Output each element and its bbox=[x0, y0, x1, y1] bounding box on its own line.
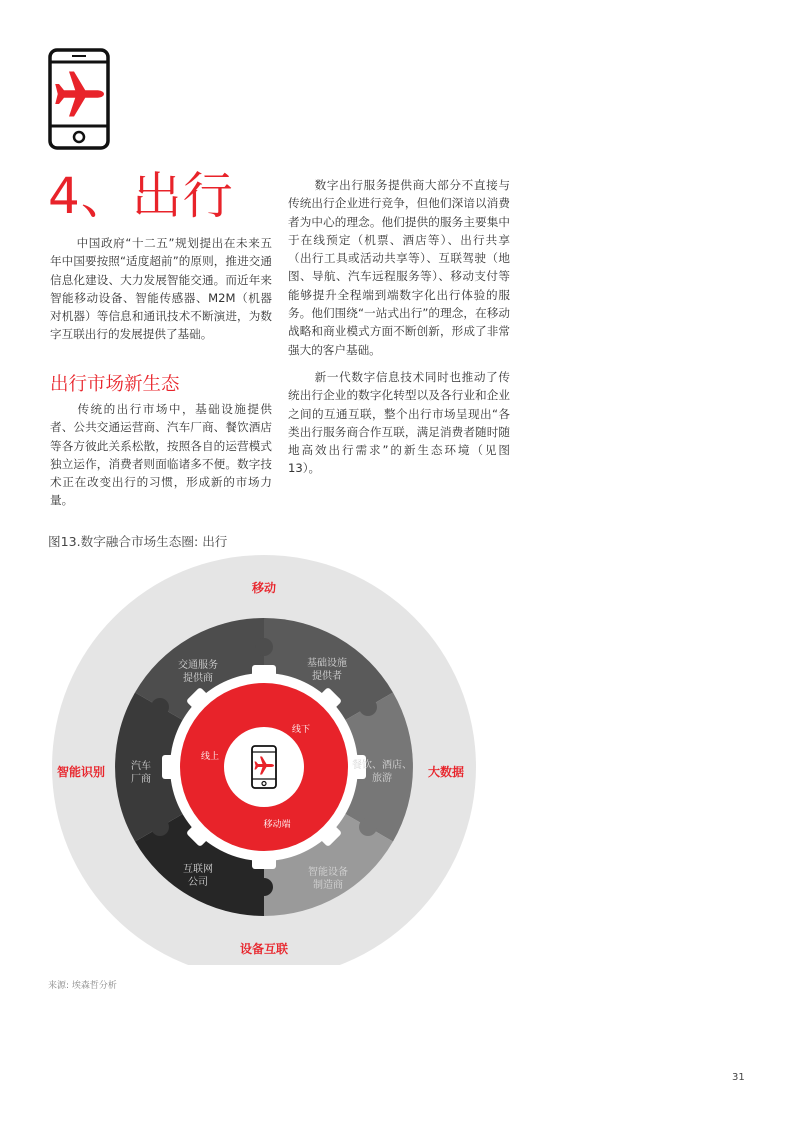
intro-paragraph: 中国政府“十二五”规划提出在未来五年中国要按照“适度超前”的原则，推进交通信息化建设、大力发展智能交通。而近年来智能移动设备、智能传感器、M2M（机器对机器）等信息和通讯技术不断演进，为数字互联出行的发展提供了基础。 bbox=[50, 236, 272, 342]
new-ecosystem-paragraph: 新一代数字信息技术同时也推动了传统出行企业的数字化转型以及各行业和企业之间的互通互联，整个出行市场呈现出“各类出行服务商合作互联，满足消费者随时随地高效出行需求”的新生态环境（见图13）。 bbox=[288, 370, 510, 476]
segment-label: 制造商 bbox=[313, 880, 343, 891]
outer-label-device-connect: 设备互联 bbox=[239, 942, 289, 956]
digital-service-paragraph: 数字出行服务提供商大部分不直接与传统出行企业进行竞争，但他们深谙以消费者为中心的理念。他们提供的服务主要集中于在线预定（机票、酒店等）、出行共享（出行工具或活动共享等）、互联驾驶（地图、导航、汽车远程服务等）、移动支付等能够提升全程端到端数字化出行体验的服务。他们围绕“一站式出行”的理念，在移动战略和商业模式方面不断创新，形成了非常强大的客户基础。 bbox=[288, 178, 510, 357]
segment-label: 基础设施 bbox=[307, 658, 347, 669]
segment-label: 餐饮、酒店、 bbox=[352, 760, 412, 771]
segment-label: 提供者 bbox=[312, 671, 342, 682]
segment-label: 提供商 bbox=[183, 673, 213, 684]
outer-label-mobile: 移动 bbox=[251, 581, 277, 595]
segment-label: 旅游 bbox=[372, 773, 392, 784]
segment-label: 智能设备 bbox=[308, 867, 348, 878]
section-subtitle: 出行市场新生态 bbox=[50, 374, 180, 395]
segment-label: 互联网 bbox=[183, 864, 213, 875]
segment-label: 交通服务 bbox=[178, 660, 218, 671]
ecosystem-diagram bbox=[48, 555, 488, 965]
outer-label-smart-recognition: 智能识别 bbox=[56, 765, 106, 779]
page-title: 4、出行 bbox=[48, 167, 234, 225]
market-paragraph: 传统的出行市场中，基础设施提供者、公共交通运营商、汽车厂商、餐饮酒店等各方彼此关系松散，按照各自的运营模式独立运作，消费者则面临诸多不便。数字技术正在改变出行的习惯，形成新的市场力量。 bbox=[50, 402, 272, 508]
segment-label: 汽车 bbox=[131, 761, 151, 772]
page-number: 31 bbox=[732, 1072, 745, 1083]
segment-label: 公司 bbox=[188, 877, 208, 888]
outer-label-bigdata: 大数据 bbox=[427, 765, 465, 779]
airplane-phone-icon bbox=[48, 48, 110, 150]
segment-label: 厂商 bbox=[131, 774, 151, 785]
figure-caption: 图13.数字融合市场生态圈: 出行 bbox=[48, 534, 228, 549]
label-online: 线上 bbox=[200, 752, 220, 762]
source-note: 来源: 埃森哲分析 bbox=[48, 981, 117, 991]
label-mobile: 移动端 bbox=[263, 820, 291, 830]
label-offline: 线下 bbox=[291, 725, 311, 735]
